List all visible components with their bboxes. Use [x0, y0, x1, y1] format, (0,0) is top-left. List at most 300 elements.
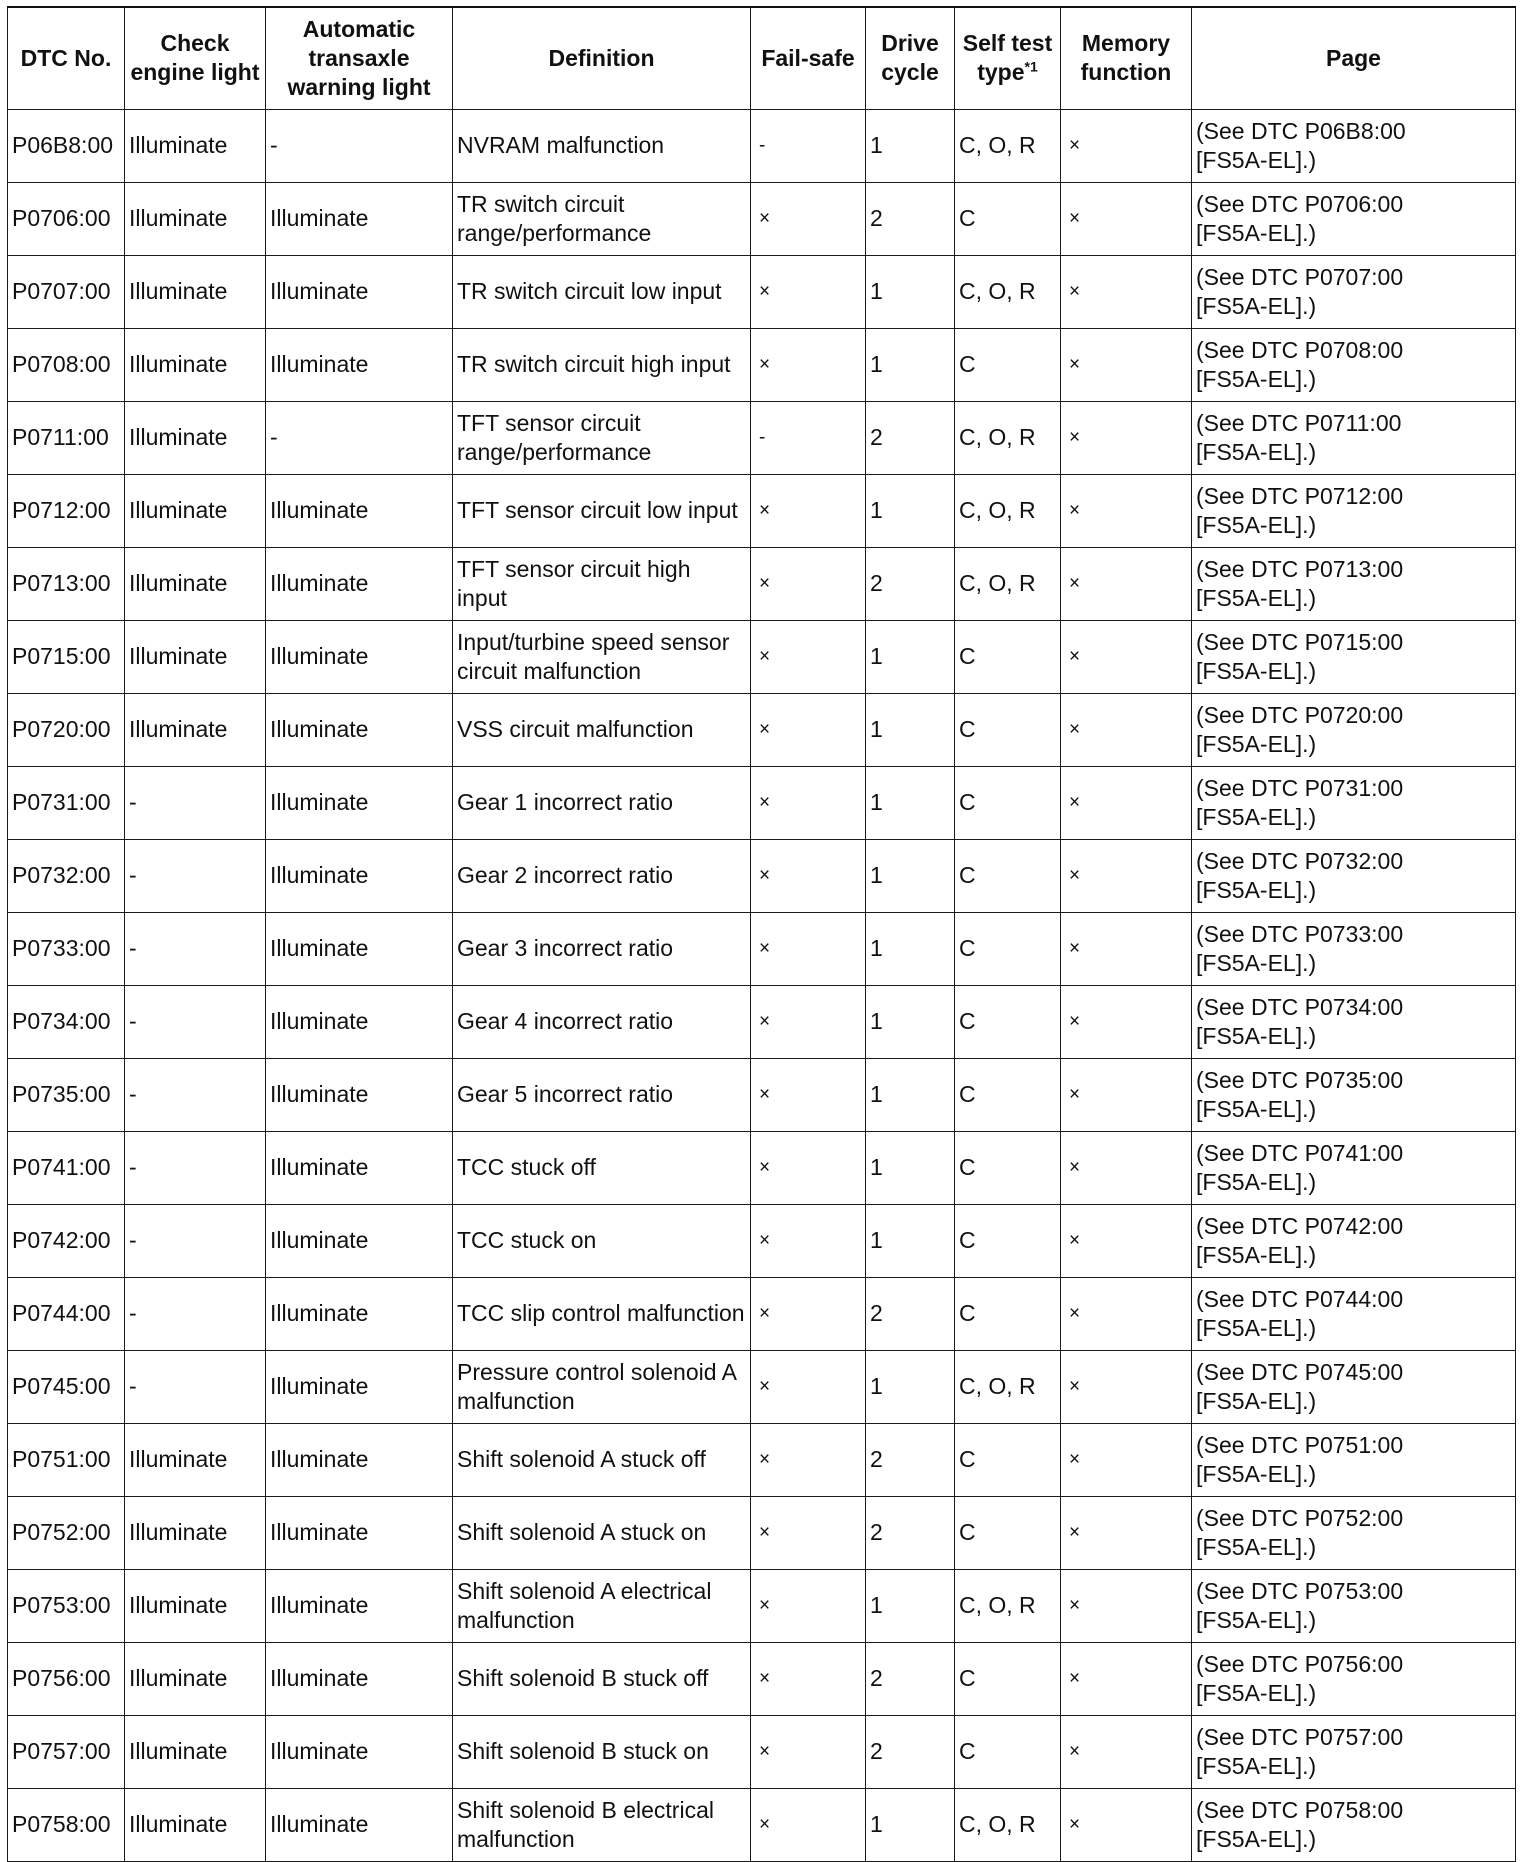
cell-fail-safe: × [751, 1715, 866, 1788]
cell-at-warning-light: Illuminate [266, 1642, 453, 1715]
cell-fail-safe: × [751, 1423, 866, 1496]
page-reference-line1: (See DTC P0758:00 [1196, 1796, 1404, 1823]
cell-check-engine-light: Illuminate [125, 182, 266, 255]
cell-check-engine-light: - [125, 839, 266, 912]
cell-dtc-no: P0758:00 [8, 1788, 125, 1861]
cell-check-engine-light: Illuminate [125, 328, 266, 401]
cell-drive-cycle: 2 [866, 401, 955, 474]
cell-page-reference [1192, 839, 1516, 912]
dtc-table [7, 6, 1516, 1862]
cell-page-reference [1192, 1642, 1516, 1715]
cell-memory-function: × [1061, 1642, 1192, 1715]
cell-at-warning-light: Illuminate [266, 1131, 453, 1204]
cell-memory-function: × [1061, 1058, 1192, 1131]
cell-page-reference [1192, 912, 1516, 985]
cell-page-reference [1192, 255, 1516, 328]
cell-memory-function: × [1061, 182, 1192, 255]
cell-dtc-no: P0732:00 [8, 839, 125, 912]
cell-dtc-no: P0733:00 [8, 912, 125, 985]
cell-drive-cycle: 1 [866, 1350, 955, 1423]
header-check-engine-light: Check engine light [125, 7, 266, 109]
page-reference-line1: (See DTC P0744:00 [1196, 1285, 1404, 1312]
table-row [8, 1131, 1516, 1204]
cell-fail-safe: × [751, 693, 866, 766]
cell-definition: Gear 3 incorrect ratio [453, 912, 751, 985]
cell-page-reference [1192, 401, 1516, 474]
cell-page-reference [1192, 1131, 1516, 1204]
cell-memory-function: × [1061, 109, 1192, 182]
cell-fail-safe: × [751, 328, 866, 401]
cell-fail-safe: × [751, 1496, 866, 1569]
cell-check-engine-light: Illuminate [125, 1642, 266, 1715]
cell-memory-function: × [1061, 1131, 1192, 1204]
cell-memory-function: × [1061, 1350, 1192, 1423]
cell-self-test-type: C [955, 985, 1061, 1058]
cell-definition: Input/turbine speed sensor circuit malfunction [453, 620, 751, 693]
cell-definition: Pressure control solenoid A malfunction [453, 1350, 751, 1423]
cell-at-warning-light: Illuminate [266, 1277, 453, 1350]
self-test-footnote-marker: *1 [1024, 58, 1038, 75]
cell-drive-cycle: 2 [866, 182, 955, 255]
table-row [8, 620, 1516, 693]
page-reference-line2: [FS5A-EL].) [1196, 146, 1317, 173]
cell-at-warning-light: Illuminate [266, 1496, 453, 1569]
page-reference-line2: [FS5A-EL].) [1196, 584, 1317, 611]
page-reference-line1: (See DTC P0707:00 [1196, 263, 1404, 290]
cell-dtc-no: P0753:00 [8, 1569, 125, 1642]
cell-definition: NVRAM malfunction [453, 109, 751, 182]
cell-drive-cycle: 1 [866, 1204, 955, 1277]
cell-check-engine-light: Illuminate [125, 1496, 266, 1569]
cell-memory-function: × [1061, 766, 1192, 839]
cell-dtc-no: P0708:00 [8, 328, 125, 401]
table-row [8, 839, 1516, 912]
cell-check-engine-light: Illuminate [125, 1569, 266, 1642]
page-reference-line2: [FS5A-EL].) [1196, 1533, 1317, 1560]
cell-drive-cycle: 1 [866, 839, 955, 912]
cell-self-test-type: C [955, 1496, 1061, 1569]
cell-check-engine-light: Illuminate [125, 401, 266, 474]
cell-fail-safe: × [751, 985, 866, 1058]
cell-memory-function: × [1061, 547, 1192, 620]
cell-memory-function: × [1061, 1204, 1192, 1277]
cell-drive-cycle: 2 [866, 547, 955, 620]
page-reference-line1: (See DTC P0732:00 [1196, 847, 1404, 874]
page-reference-line1: (See DTC P0733:00 [1196, 920, 1404, 947]
page-reference-line2: [FS5A-EL].) [1196, 1168, 1317, 1195]
page-reference-line2: [FS5A-EL].) [1196, 365, 1317, 392]
cell-at-warning-light: Illuminate [266, 912, 453, 985]
table-row [8, 1204, 1516, 1277]
cell-check-engine-light: - [125, 1204, 266, 1277]
cell-check-engine-light: Illuminate [125, 620, 266, 693]
cell-memory-function: × [1061, 1569, 1192, 1642]
cell-drive-cycle: 1 [866, 620, 955, 693]
cell-dtc-no: P0713:00 [8, 547, 125, 620]
page-reference-line2: [FS5A-EL].) [1196, 219, 1317, 246]
cell-drive-cycle: 1 [866, 693, 955, 766]
cell-memory-function: × [1061, 839, 1192, 912]
cell-memory-function: × [1061, 1277, 1192, 1350]
page-reference-line2: [FS5A-EL].) [1196, 730, 1317, 757]
cell-self-test-type: C, O, R [955, 1569, 1061, 1642]
cell-page-reference [1192, 1715, 1516, 1788]
cell-at-warning-light: Illuminate [266, 1350, 453, 1423]
cell-dtc-no: P0751:00 [8, 1423, 125, 1496]
table-row [8, 1788, 1516, 1861]
page-reference-line2: [FS5A-EL].) [1196, 511, 1317, 538]
cell-drive-cycle: 1 [866, 766, 955, 839]
cell-drive-cycle: 1 [866, 1058, 955, 1131]
page-reference-line2: [FS5A-EL].) [1196, 1679, 1317, 1706]
page-reference-line1: (See DTC P0756:00 [1196, 1650, 1404, 1677]
table-row [8, 109, 1516, 182]
cell-page-reference [1192, 328, 1516, 401]
table-row [8, 182, 1516, 255]
cell-fail-safe: × [751, 620, 866, 693]
cell-drive-cycle: 1 [866, 985, 955, 1058]
cell-dtc-no: P0720:00 [8, 693, 125, 766]
cell-definition: TCC slip control malfunction [453, 1277, 751, 1350]
cell-memory-function: × [1061, 328, 1192, 401]
cell-drive-cycle: 1 [866, 255, 955, 328]
cell-fail-safe: - [751, 109, 866, 182]
page-reference-line1: (See DTC P0753:00 [1196, 1577, 1404, 1604]
page-reference-line1: (See DTC P0711:00 [1196, 409, 1402, 436]
cell-at-warning-light: - [266, 109, 453, 182]
table-row [8, 255, 1516, 328]
cell-drive-cycle: 1 [866, 474, 955, 547]
cell-dtc-no: P0715:00 [8, 620, 125, 693]
page-reference-line2: [FS5A-EL].) [1196, 1241, 1317, 1268]
cell-memory-function: × [1061, 1496, 1192, 1569]
cell-definition: TR switch circuit high input [453, 328, 751, 401]
cell-definition: VSS circuit malfunction [453, 693, 751, 766]
cell-definition: Shift solenoid A stuck on [453, 1496, 751, 1569]
cell-fail-safe: × [751, 1788, 866, 1861]
page-reference-line2: [FS5A-EL].) [1196, 1606, 1317, 1633]
cell-at-warning-light: Illuminate [266, 474, 453, 547]
cell-page-reference [1192, 985, 1516, 1058]
page-reference-line1: (See DTC P0715:00 [1196, 628, 1404, 655]
page-reference-line2: [FS5A-EL].) [1196, 1460, 1317, 1487]
cell-at-warning-light: Illuminate [266, 766, 453, 839]
cell-drive-cycle: 2 [866, 1496, 955, 1569]
cell-memory-function: × [1061, 255, 1192, 328]
cell-page-reference [1192, 693, 1516, 766]
header-row [8, 7, 1516, 109]
cell-page-reference [1192, 109, 1516, 182]
cell-check-engine-light: - [125, 985, 266, 1058]
cell-drive-cycle: 1 [866, 1569, 955, 1642]
cell-page-reference [1192, 1496, 1516, 1569]
cell-self-test-type: C [955, 912, 1061, 985]
cell-dtc-no: P0744:00 [8, 1277, 125, 1350]
cell-self-test-type: C [955, 1423, 1061, 1496]
cell-page-reference [1192, 547, 1516, 620]
cell-drive-cycle: 1 [866, 1788, 955, 1861]
cell-at-warning-light: Illuminate [266, 1569, 453, 1642]
cell-definition: Gear 1 incorrect ratio [453, 766, 751, 839]
page-reference-line2: [FS5A-EL].) [1196, 657, 1317, 684]
cell-self-test-type: C [955, 1277, 1061, 1350]
cell-dtc-no: P0712:00 [8, 474, 125, 547]
page-reference-line1: (See DTC P0712:00 [1196, 482, 1404, 509]
cell-fail-safe: × [751, 1350, 866, 1423]
cell-definition: TR switch circuit low input [453, 255, 751, 328]
table-row [8, 766, 1516, 839]
page-reference-line1: (See DTC P0757:00 [1196, 1723, 1404, 1750]
page-reference-line1: (See DTC P0734:00 [1196, 993, 1404, 1020]
cell-self-test-type: C [955, 693, 1061, 766]
header-definition: Definition [453, 7, 751, 109]
cell-fail-safe: × [751, 474, 866, 547]
table-row [8, 474, 1516, 547]
cell-fail-safe: - [751, 401, 866, 474]
cell-memory-function: × [1061, 1423, 1192, 1496]
cell-definition: Shift solenoid A electrical malfunction [453, 1569, 751, 1642]
cell-page-reference [1192, 1423, 1516, 1496]
cell-memory-function: × [1061, 693, 1192, 766]
cell-definition: TFT sensor circuit high input [453, 547, 751, 620]
cell-at-warning-light: Illuminate [266, 1058, 453, 1131]
cell-self-test-type: C [955, 766, 1061, 839]
cell-at-warning-light: Illuminate [266, 1788, 453, 1861]
page-reference-line2: [FS5A-EL].) [1196, 1022, 1317, 1049]
page-reference-line2: [FS5A-EL].) [1196, 876, 1317, 903]
cell-drive-cycle: 1 [866, 1131, 955, 1204]
header-dtc-no: DTC No. [8, 7, 125, 109]
cell-definition: TR switch circuit range/performance [453, 182, 751, 255]
cell-dtc-no: P0706:00 [8, 182, 125, 255]
cell-page-reference [1192, 1204, 1516, 1277]
header-drive-cycle: Drive cycle [866, 7, 955, 109]
page-reference-line1: (See DTC P0708:00 [1196, 336, 1404, 363]
table-row [8, 1496, 1516, 1569]
cell-fail-safe: × [751, 1204, 866, 1277]
page-reference-line2: [FS5A-EL].) [1196, 292, 1317, 319]
table-row [8, 1715, 1516, 1788]
cell-self-test-type: C, O, R [955, 401, 1061, 474]
cell-check-engine-light: Illuminate [125, 1423, 266, 1496]
cell-check-engine-light: - [125, 1131, 266, 1204]
cell-definition: Shift solenoid B electrical malfunction [453, 1788, 751, 1861]
cell-memory-function: × [1061, 1715, 1192, 1788]
dtc-table-body [8, 109, 1516, 1861]
cell-check-engine-light: Illuminate [125, 474, 266, 547]
cell-at-warning-light: Illuminate [266, 547, 453, 620]
cell-memory-function: × [1061, 1788, 1192, 1861]
page-reference-line1: (See DTC P0713:00 [1196, 555, 1404, 582]
cell-definition: Gear 2 incorrect ratio [453, 839, 751, 912]
cell-page-reference [1192, 1058, 1516, 1131]
cell-fail-safe: × [751, 255, 866, 328]
cell-definition: TFT sensor circuit low input [453, 474, 751, 547]
cell-definition: TCC stuck off [453, 1131, 751, 1204]
table-row [8, 401, 1516, 474]
cell-fail-safe: × [751, 1642, 866, 1715]
cell-drive-cycle: 1 [866, 109, 955, 182]
cell-self-test-type: C [955, 839, 1061, 912]
cell-at-warning-light: Illuminate [266, 182, 453, 255]
cell-memory-function: × [1061, 985, 1192, 1058]
cell-page-reference [1192, 1350, 1516, 1423]
cell-check-engine-light: - [125, 1350, 266, 1423]
cell-drive-cycle: 2 [866, 1423, 955, 1496]
table-row [8, 1277, 1516, 1350]
cell-check-engine-light: - [125, 1277, 266, 1350]
header-memory-function: Memory function [1061, 7, 1192, 109]
cell-at-warning-light: Illuminate [266, 839, 453, 912]
cell-check-engine-light: Illuminate [125, 1788, 266, 1861]
cell-definition: TFT sensor circuit range/performance [453, 401, 751, 474]
cell-check-engine-light: Illuminate [125, 255, 266, 328]
cell-self-test-type: C, O, R [955, 1788, 1061, 1861]
cell-fail-safe: × [751, 1569, 866, 1642]
cell-self-test-type: C, O, R [955, 474, 1061, 547]
cell-dtc-no: P0756:00 [8, 1642, 125, 1715]
cell-definition: Gear 5 incorrect ratio [453, 1058, 751, 1131]
cell-drive-cycle: 2 [866, 1642, 955, 1715]
cell-page-reference [1192, 1277, 1516, 1350]
table-row [8, 547, 1516, 620]
page-reference-line1: (See DTC P0735:00 [1196, 1066, 1404, 1093]
page-reference-line2: [FS5A-EL].) [1196, 1314, 1317, 1341]
table-row [8, 985, 1516, 1058]
cell-dtc-no: P0735:00 [8, 1058, 125, 1131]
cell-dtc-no: P06B8:00 [8, 109, 125, 182]
cell-memory-function: × [1061, 474, 1192, 547]
page-reference-line1: (See DTC P0741:00 [1196, 1139, 1404, 1166]
cell-drive-cycle: 1 [866, 912, 955, 985]
cell-self-test-type: C [955, 1204, 1061, 1277]
cell-self-test-type: C [955, 1642, 1061, 1715]
cell-definition: Gear 4 incorrect ratio [453, 985, 751, 1058]
page-reference-line2: [FS5A-EL].) [1196, 1752, 1317, 1779]
cell-self-test-type: C [955, 620, 1061, 693]
cell-at-warning-light: Illuminate [266, 620, 453, 693]
table-row [8, 1350, 1516, 1423]
cell-fail-safe: × [751, 1058, 866, 1131]
table-row [8, 1423, 1516, 1496]
cell-check-engine-light: - [125, 766, 266, 839]
cell-dtc-no: P0745:00 [8, 1350, 125, 1423]
table-row [8, 912, 1516, 985]
cell-definition: Shift solenoid B stuck off [453, 1642, 751, 1715]
header-page: Page [1192, 7, 1516, 109]
cell-page-reference [1192, 1569, 1516, 1642]
cell-page-reference [1192, 1788, 1516, 1861]
cell-self-test-type: C, O, R [955, 547, 1061, 620]
cell-definition: TCC stuck on [453, 1204, 751, 1277]
cell-check-engine-light: Illuminate [125, 547, 266, 620]
cell-at-warning-light: Illuminate [266, 985, 453, 1058]
page-reference-line1: (See DTC P0745:00 [1196, 1358, 1404, 1385]
header-at-warning-light: Automatic transaxle warning light [266, 7, 453, 109]
cell-dtc-no: P0741:00 [8, 1131, 125, 1204]
cell-page-reference [1192, 766, 1516, 839]
cell-dtc-no: P0711:00 [8, 401, 125, 474]
cell-drive-cycle: 2 [866, 1715, 955, 1788]
cell-memory-function: × [1061, 620, 1192, 693]
cell-definition: Shift solenoid A stuck off [453, 1423, 751, 1496]
cell-fail-safe: × [751, 839, 866, 912]
page-reference-line2: [FS5A-EL].) [1196, 1387, 1317, 1414]
page-reference-line1: (See DTC P0731:00 [1196, 774, 1404, 801]
cell-definition: Shift solenoid B stuck on [453, 1715, 751, 1788]
cell-at-warning-light: Illuminate [266, 693, 453, 766]
cell-page-reference [1192, 474, 1516, 547]
page-reference-line1: (See DTC P0742:00 [1196, 1212, 1404, 1239]
header-self-test-type-label: Self test type [962, 30, 1053, 86]
cell-at-warning-light: Illuminate [266, 1204, 453, 1277]
cell-memory-function: × [1061, 401, 1192, 474]
cell-fail-safe: × [751, 766, 866, 839]
cell-self-test-type: C, O, R [955, 1350, 1061, 1423]
cell-self-test-type: C [955, 182, 1061, 255]
page-reference-line2: [FS5A-EL].) [1196, 949, 1317, 976]
cell-page-reference [1192, 182, 1516, 255]
cell-drive-cycle: 1 [866, 328, 955, 401]
page-reference-line1: (See DTC P0752:00 [1196, 1504, 1404, 1531]
page-reference-line1: (See DTC P0706:00 [1196, 190, 1404, 217]
cell-fail-safe: × [751, 547, 866, 620]
page-reference-line1: (See DTC P0720:00 [1196, 701, 1404, 728]
cell-at-warning-light: Illuminate [266, 328, 453, 401]
page-reference-line2: [FS5A-EL].) [1196, 1825, 1317, 1852]
table-row [8, 1058, 1516, 1131]
table-row [8, 1569, 1516, 1642]
cell-dtc-no: P0742:00 [8, 1204, 125, 1277]
cell-dtc-no: P0752:00 [8, 1496, 125, 1569]
cell-self-test-type: C, O, R [955, 255, 1061, 328]
cell-self-test-type: C [955, 1131, 1061, 1204]
cell-self-test-type: C [955, 1058, 1061, 1131]
cell-check-engine-light: Illuminate [125, 109, 266, 182]
page-reference-line2: [FS5A-EL].) [1196, 1095, 1317, 1122]
cell-dtc-no: P0734:00 [8, 985, 125, 1058]
table-row [8, 1642, 1516, 1715]
cell-fail-safe: × [751, 1277, 866, 1350]
cell-dtc-no: P0731:00 [8, 766, 125, 839]
cell-check-engine-light: - [125, 912, 266, 985]
cell-fail-safe: × [751, 1131, 866, 1204]
cell-check-engine-light: - [125, 1058, 266, 1131]
page-reference-line2: [FS5A-EL].) [1196, 438, 1317, 465]
cell-check-engine-light: Illuminate [125, 1715, 266, 1788]
page-reference-line1: (See DTC P0751:00 [1196, 1431, 1404, 1458]
cell-check-engine-light: Illuminate [125, 693, 266, 766]
cell-self-test-type: C, O, R [955, 109, 1061, 182]
cell-at-warning-light: Illuminate [266, 1423, 453, 1496]
cell-self-test-type: C [955, 1715, 1061, 1788]
cell-dtc-no: P0707:00 [8, 255, 125, 328]
cell-memory-function: × [1061, 912, 1192, 985]
table-row [8, 693, 1516, 766]
header-fail-safe: Fail-safe [751, 7, 866, 109]
cell-drive-cycle: 2 [866, 1277, 955, 1350]
cell-dtc-no: P0757:00 [8, 1715, 125, 1788]
cell-at-warning-light: Illuminate [266, 255, 453, 328]
cell-self-test-type: C [955, 328, 1061, 401]
cell-at-warning-light: Illuminate [266, 1715, 453, 1788]
page-reference-line2: [FS5A-EL].) [1196, 803, 1317, 830]
cell-at-warning-light: - [266, 401, 453, 474]
cell-fail-safe: × [751, 912, 866, 985]
page-reference-line1: (See DTC P06B8:00 [1196, 117, 1406, 144]
header-self-test-type [955, 7, 1061, 109]
cell-page-reference [1192, 620, 1516, 693]
